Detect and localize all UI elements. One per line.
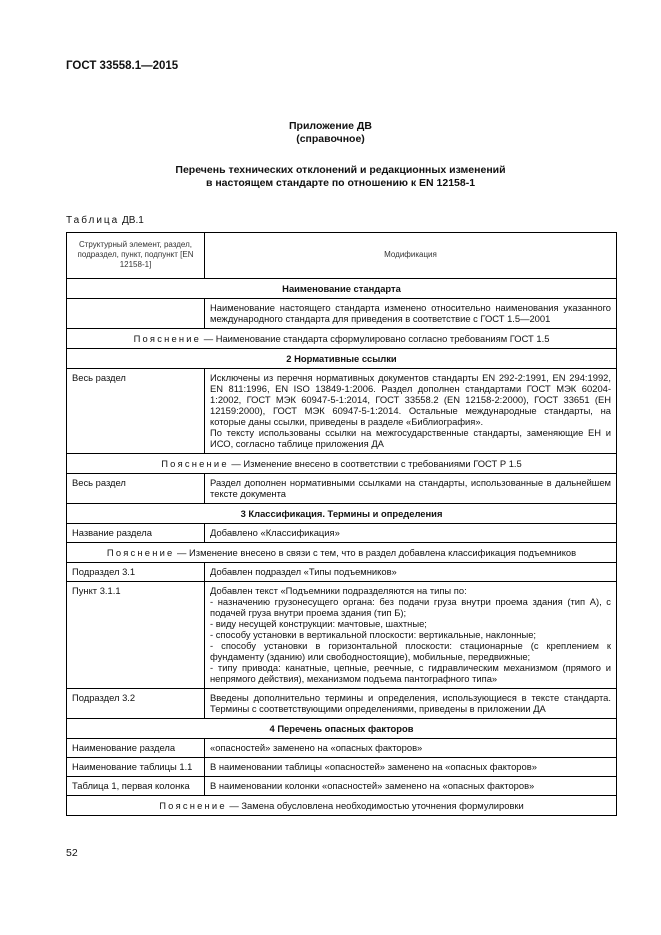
note-text: — Изменение внесено в соответствии с требованиями ГОСТ Р 1.5 xyxy=(231,458,522,469)
note-label: Пояснение xyxy=(161,458,229,469)
table-row xyxy=(67,582,617,689)
modification-cell: Наименование настоящего стандарта изменено относительно наименования указанного международного стандарта для приведения в соответствие с ГОСТ 1.5—2001 xyxy=(205,299,617,329)
modification-cell: В наименовании колонки «опасностей» заменено на «опасных факторов» xyxy=(205,777,617,796)
section-row xyxy=(67,279,617,299)
note-row xyxy=(67,454,617,474)
structural-element-cell: Таблица 1, первая колонка xyxy=(67,777,205,796)
table-row xyxy=(67,524,617,543)
section-title: Наименование стандарта xyxy=(67,279,617,299)
modification-cell: Добавлен подраздел «Типы подъемников» xyxy=(205,563,617,582)
note-row xyxy=(67,543,617,563)
note-row xyxy=(67,329,617,349)
structural-element-cell xyxy=(67,299,205,329)
structural-element-cell: Наименование таблицы 1.1 xyxy=(67,758,205,777)
note-cell xyxy=(67,454,617,474)
table-row xyxy=(67,777,617,796)
title-line-2: в настоящем стандарте по отношению к EN 12158-1 xyxy=(205,177,476,189)
structural-element-cell: Подраздел 3.2 xyxy=(67,689,205,719)
column-header-element: Структурный элемент, раздел, подраздел, пункт, подпункт [EN 12158-1] xyxy=(67,233,205,279)
table-row xyxy=(67,758,617,777)
structural-element-cell: Название раздела xyxy=(67,524,205,543)
structural-element-cell: Наименование раздела xyxy=(67,739,205,758)
table-caption-label: Таблица xyxy=(66,215,120,226)
structural-element-cell: Пункт 3.1.1 xyxy=(67,582,205,689)
table-row xyxy=(67,369,617,454)
note-text: — Замена обусловлена необходимостью уточнения формулировки xyxy=(229,800,524,811)
section-title: 2 Нормативные ссылки xyxy=(67,349,617,369)
page-number: 52 xyxy=(66,847,78,859)
section-title: 3 Классификация. Термины и определения xyxy=(67,504,617,524)
table-caption-number: ДВ.1 xyxy=(122,215,144,226)
structural-element-cell: Весь раздел xyxy=(67,369,205,454)
table-header-row xyxy=(67,233,617,279)
column-header-modification: Модификация xyxy=(205,233,617,279)
note-text: — Изменение внесено в связи с тем, что в раздел добавлена классификация подъемников xyxy=(177,547,577,558)
modification-cell: Добавлено «Классификация» xyxy=(205,524,617,543)
modification-cell: Раздел дополнен нормативными ссылками на стандарты, использованные в дальнейшем тексте документа xyxy=(205,474,617,504)
appendix-subtitle: (справочное) xyxy=(296,133,365,145)
modifications-table xyxy=(66,232,617,816)
appendix-title: Приложение ДВ xyxy=(289,120,372,132)
structural-element-cell: Весь раздел xyxy=(67,474,205,504)
note-row xyxy=(67,796,617,816)
structural-element-cell: Подраздел 3.1 xyxy=(67,563,205,582)
table-caption xyxy=(66,215,144,226)
appendix-heading xyxy=(0,120,661,146)
note-text: — Наименование стандарта сформулировано согласно требованиям ГОСТ 1.5 xyxy=(203,333,550,344)
title-line-1: Перечень технических отклонений и редакционных изменений xyxy=(175,164,506,176)
page-title xyxy=(100,164,581,190)
table-row xyxy=(67,739,617,758)
section-title: 4 Перечень опасных факторов xyxy=(67,719,617,739)
table-row xyxy=(67,563,617,582)
modification-cell: Введены дополнительно термины и определения, использующиеся в тексте стандарта. Термины с соответствующими определениями, приведены в приложении ДА xyxy=(205,689,617,719)
section-row xyxy=(67,504,617,524)
table-body xyxy=(67,279,617,816)
modification-cell: В наименовании таблицы «опасностей» заменено на «опасных факторов» xyxy=(205,758,617,777)
table-row xyxy=(67,299,617,329)
note-cell xyxy=(67,543,617,563)
modification-cell: Добавлен текст «Подъемники подразделяются на типы по: - назначению грузонесущего органа: без подачи груза внутри проема здания (тип А), с подачей груза внутри проема здания (тип Б); - виду несущей конструкции: мачтовые, шахтные; - способу установки в вертикальной плоскости: вертикальные, наклонные; - способу установки в горизонтальной плоскости: стационарные (с креплением к фундаменту (зданию) или свободностоящие), мобильные, передвижные; - типу привода: канатные, цепные, реечные, с гидравлическим механизмом (прямого и непрямого действия), механизмом подъема пантографного типа» xyxy=(205,582,617,689)
table-row xyxy=(67,474,617,504)
note-cell xyxy=(67,796,617,816)
table-row xyxy=(67,689,617,719)
note-label: Пояснение xyxy=(159,800,227,811)
note-label: Пояснение xyxy=(106,547,175,558)
modification-cell: Исключены из перечня нормативных документов стандарты EN 292-2:1991, EN 294:1992, EN 811:1996, EN ISO 13849-1:2006. Раздел дополнен стандартами ГОСТ МЭК 60204-1:2002, ГОСТ МЭК 60947-5-1:2014, ГОСТ 33558.2 (EN 12158-2:2000), ГОСТ 33651 (ЕН 12159:2000), ГОСТ МЭК 60947-5-1:2014. Остальные международные стандарты, на которые даны ссылки, приведены в разделе «Библиография». По тексту использованы ссылки на межгосударственные стандарты, заменяющие ЕН и ИСО, согласно таблице приложения ДА xyxy=(205,369,617,454)
section-row xyxy=(67,719,617,739)
section-row xyxy=(67,349,617,369)
note-label: Пояснение xyxy=(133,333,202,344)
modification-cell: «опасностей» заменено на «опасных факторов» xyxy=(205,739,617,758)
document-code: ГОСТ 33558.1—2015 xyxy=(66,60,179,72)
note-cell xyxy=(67,329,617,349)
